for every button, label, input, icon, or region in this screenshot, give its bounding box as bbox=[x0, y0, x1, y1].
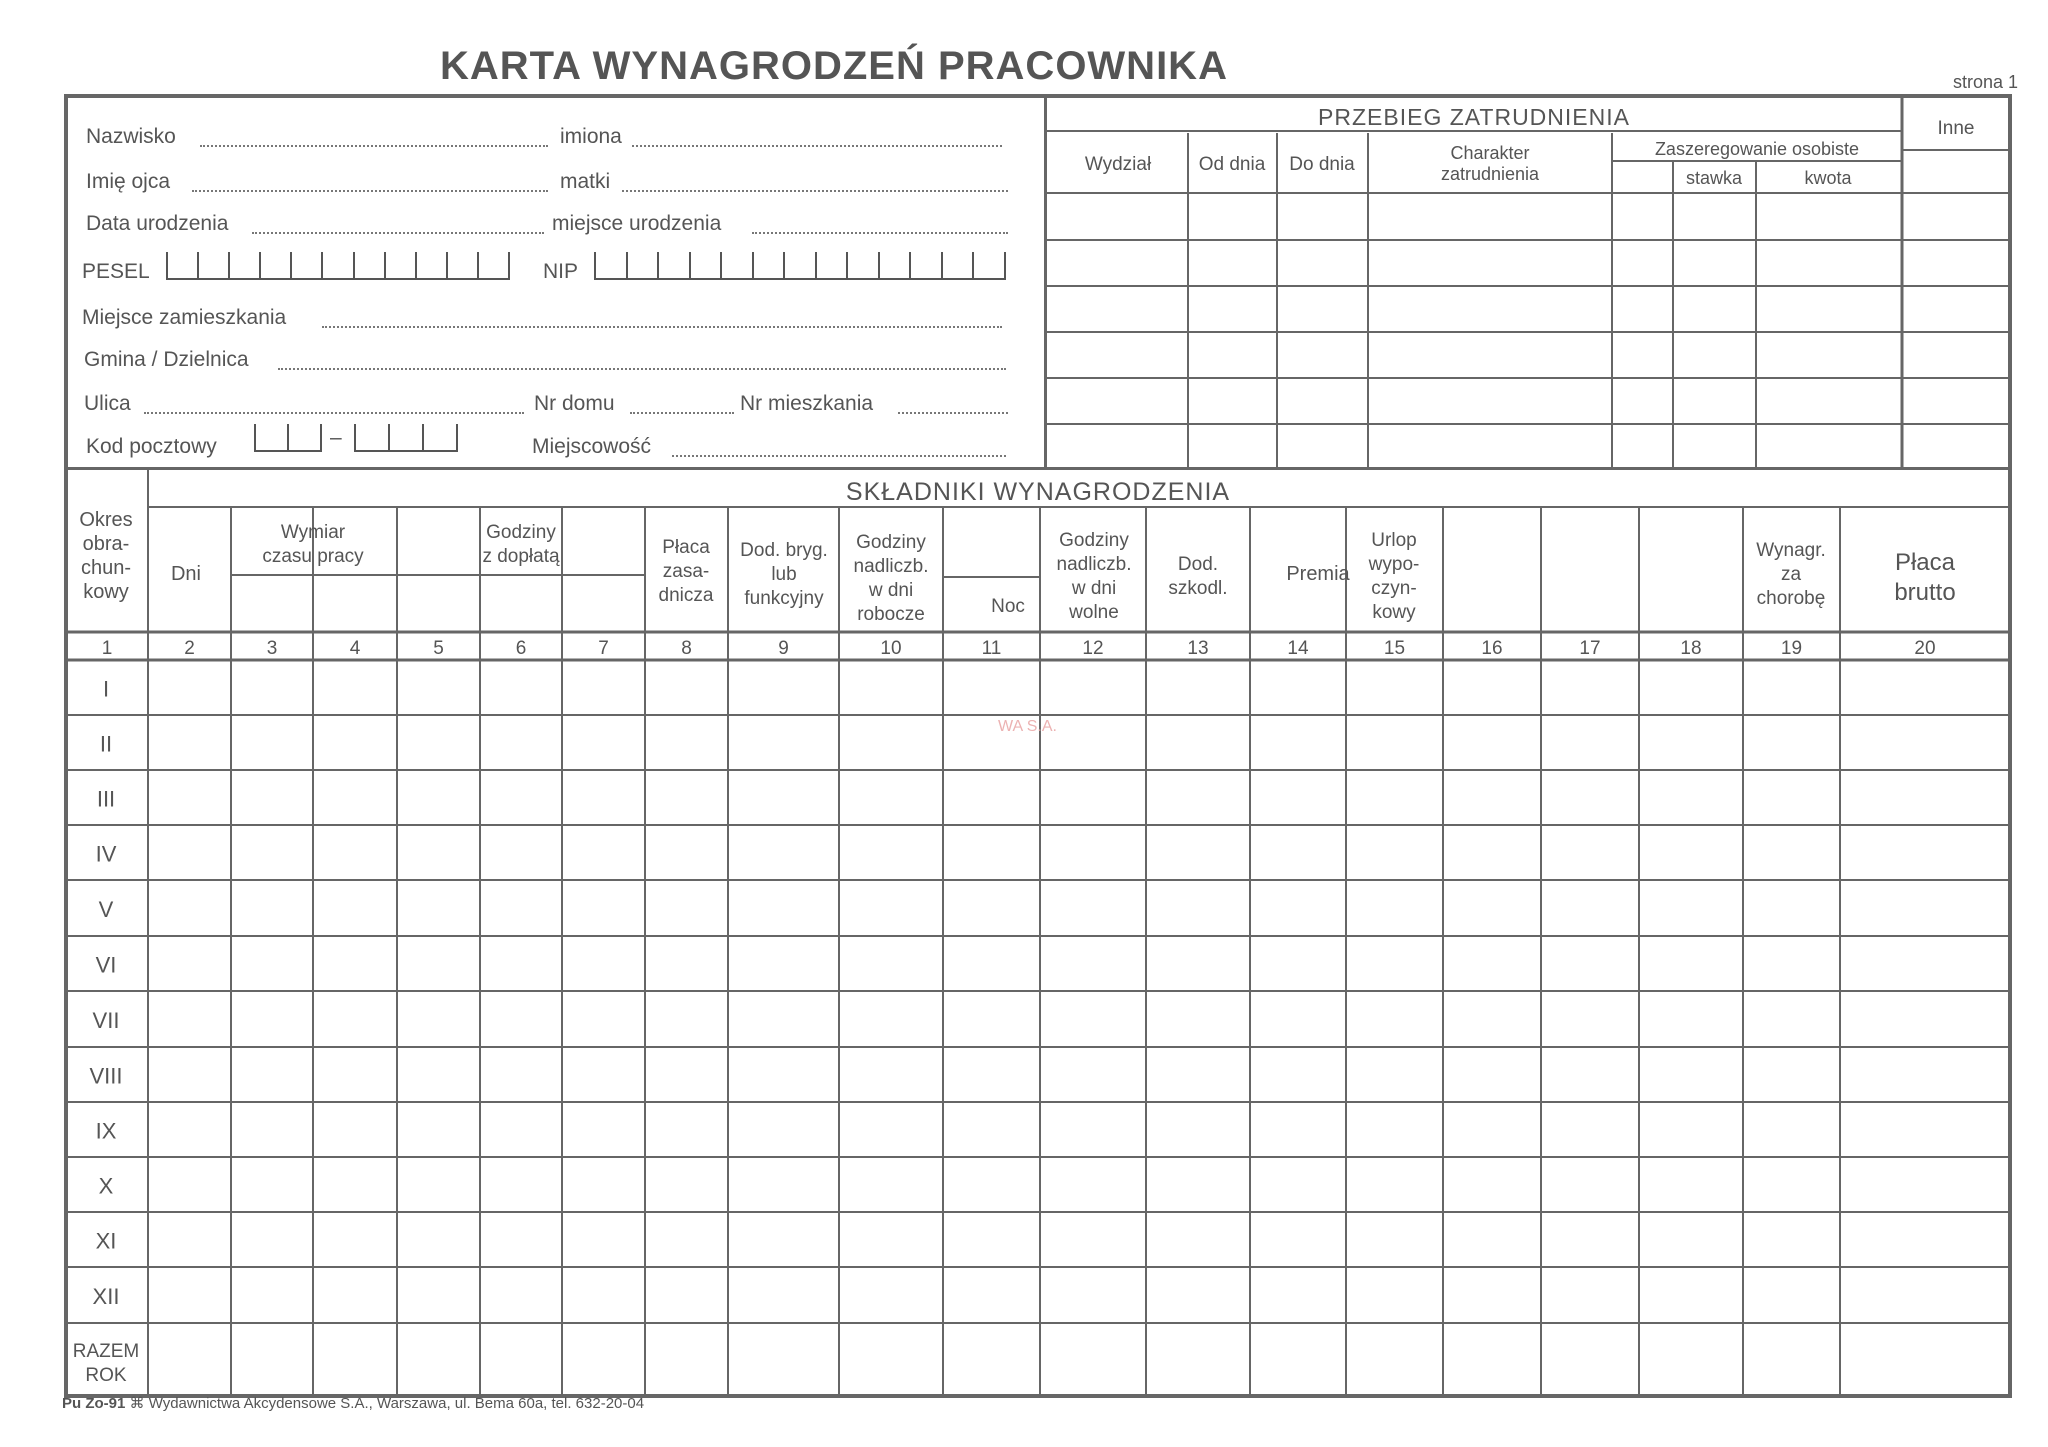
month-XII: XII bbox=[92, 1284, 120, 1309]
month-X: X bbox=[98, 1173, 114, 1199]
column-number-1: 1 bbox=[101, 638, 113, 659]
column-number-16: 16 bbox=[1481, 638, 1503, 659]
month-I: I bbox=[102, 676, 110, 702]
column-number-9: 9 bbox=[778, 638, 789, 659]
form-footer bbox=[62, 1394, 644, 1412]
col-okres-line-1: Okres bbox=[79, 509, 133, 531]
emp-col-zaszeregowanie: Zaszeregowanie osobiste bbox=[1654, 139, 1860, 159]
col-placa-zasadnicza-line-3: dnicza bbox=[658, 585, 714, 606]
column-number-17: 17 bbox=[1579, 638, 1601, 659]
emp-col-wydzial: Wydział bbox=[1084, 154, 1152, 175]
column-number-5: 5 bbox=[433, 638, 444, 659]
emp-col-stawka: stawka bbox=[1685, 168, 1743, 188]
page-number: strona 1 bbox=[1952, 72, 2018, 92]
col-wymiar-line-1: Wymiar bbox=[280, 522, 346, 543]
label-miejsce-zamieszkania: Miejsce zamieszkania bbox=[82, 306, 287, 329]
column-number-10: 10 bbox=[880, 638, 902, 659]
col-dod-bryg-line-3: funkcyjny bbox=[744, 588, 824, 609]
label-data-urodzenia: Data urodzenia bbox=[86, 212, 229, 235]
column-number-4: 4 bbox=[349, 638, 361, 659]
col-placa-zasadnicza-line-1: Płaca bbox=[662, 537, 710, 558]
label-kod-pocztowy: Kod pocztowy bbox=[86, 435, 217, 458]
col-okres-line-4: kowy bbox=[83, 581, 129, 603]
col-placa-zasadnicza-line-2: zasa- bbox=[662, 561, 710, 582]
col-godz-wolne-line-3: w dni bbox=[1071, 578, 1117, 599]
column-number-6: 6 bbox=[515, 638, 527, 659]
col-dod-bryg-line-2: lub bbox=[771, 564, 797, 585]
col-urlop-line-4: kowy bbox=[1372, 602, 1416, 623]
col-noc: Noc bbox=[991, 596, 1025, 617]
emp-col-kwota: kwota bbox=[1804, 168, 1852, 188]
label-nip: NIP bbox=[543, 260, 579, 283]
column-number-7: 7 bbox=[598, 638, 609, 659]
label-gmina: Gmina / Dzielnica bbox=[84, 348, 249, 371]
column-number-15: 15 bbox=[1383, 638, 1406, 659]
form-title: KARTA WYNAGRODZEŃ PRACOWNIKA bbox=[440, 44, 1228, 88]
col-urlop-line-1: Urlop bbox=[1371, 530, 1417, 551]
column-number-8: 8 bbox=[681, 638, 692, 659]
col-urlop-line-3: czyn- bbox=[1371, 578, 1417, 599]
col-dod-szkodl-line-2: szkodl. bbox=[1168, 578, 1228, 599]
label-nr-domu: Nr domu bbox=[534, 392, 615, 415]
month-XI: XI bbox=[95, 1228, 117, 1254]
col-godziny-doplata-line-1: Godziny bbox=[486, 522, 556, 543]
label-miejscowosc: Miejscowość bbox=[532, 435, 652, 458]
form-code: Pu Zo-91 bbox=[62, 1395, 126, 1412]
col-godz-robocze-line-1: Godziny bbox=[856, 532, 926, 553]
watermark: WA S.A. bbox=[998, 718, 1057, 735]
label-ulica: Ulica bbox=[84, 392, 131, 415]
razem-rok-line-1: RAZEM bbox=[72, 1341, 140, 1362]
postal-code-dash: – bbox=[330, 426, 342, 449]
emp-col-charakter-line2: zatrudnienia bbox=[1440, 164, 1540, 184]
label-miejsce-urodzenia: miejsce urodzenia bbox=[552, 212, 722, 235]
col-placa-brutto-line-2: brutto bbox=[1894, 579, 1956, 606]
col-godz-robocze-line-4: robocze bbox=[857, 604, 925, 625]
label-nazwisko: Nazwisko bbox=[86, 125, 176, 148]
col-urlop-line-2: wypo- bbox=[1368, 554, 1420, 575]
salary-title: SKŁADNIKI WYNAGRODZENIA bbox=[845, 478, 1231, 506]
publisher-info: Wydawnictwa Akcydensowe S.A., Warszawa, ul. Bema 60a, tel. 632-20-04 bbox=[148, 1395, 645, 1412]
col-godz-wolne-line-2: nadliczb. bbox=[1056, 554, 1132, 575]
col-dod-bryg-line-1: Dod. bryg. bbox=[740, 540, 828, 561]
column-number-13: 13 bbox=[1187, 638, 1209, 659]
col-wynagr-choroba-line-2: za bbox=[1780, 564, 1802, 585]
column-number-18: 18 bbox=[1680, 638, 1702, 659]
column-number-14: 14 bbox=[1287, 638, 1309, 659]
col-placa-brutto-line-1: Płaca bbox=[1894, 549, 1956, 576]
column-number-11: 11 bbox=[981, 638, 1002, 659]
month-VI: VI bbox=[95, 952, 117, 978]
column-number-2: 2 bbox=[184, 638, 195, 659]
razem-rok-line-2: ROK bbox=[85, 1365, 127, 1386]
month-VIII: VIII bbox=[89, 1063, 123, 1089]
column-number-3: 3 bbox=[266, 638, 278, 659]
col-godz-robocze-line-3: w dni bbox=[868, 580, 914, 601]
month-IX: IX bbox=[95, 1118, 117, 1144]
col-godz-robocze-line-2: nadliczb. bbox=[853, 556, 929, 577]
col-godziny-doplata-line-2: z dopłatą bbox=[482, 546, 560, 567]
emp-title: PRZEBIEG ZATRUDNIENIA bbox=[1318, 104, 1630, 130]
publisher-icon: ⌘ bbox=[129, 1395, 145, 1412]
col-okres-line-2: obra- bbox=[82, 533, 130, 555]
col-okres-line-3: chun- bbox=[80, 557, 132, 579]
col-premia: Premia bbox=[1286, 563, 1350, 585]
label-imie-ojca: Imię ojca bbox=[86, 170, 171, 193]
month-III: III bbox=[96, 786, 116, 812]
label-nr-mieszkania: Nr mieszkania bbox=[740, 392, 874, 415]
column-number-19: 19 bbox=[1780, 638, 1803, 659]
month-VII: VII bbox=[92, 1008, 120, 1033]
label-pesel: PESEL bbox=[82, 260, 150, 283]
col-wymiar-line-2: czasu pracy bbox=[262, 546, 364, 567]
label-matki: matki bbox=[560, 170, 611, 193]
emp-col-od-dnia: Od dnia bbox=[1198, 154, 1266, 175]
column-number-20: 20 bbox=[1914, 638, 1936, 659]
col-godz-wolne-line-1: Godziny bbox=[1059, 530, 1129, 551]
col-dni: Dni bbox=[170, 563, 202, 585]
emp-col-inne: Inne bbox=[1937, 118, 1975, 139]
col-godz-wolne-line-4: wolne bbox=[1069, 602, 1119, 623]
col-wynagr-choroba-line-1: Wynagr. bbox=[1756, 540, 1826, 561]
emp-col-charakter-line1: Charakter bbox=[1450, 143, 1530, 163]
column-number-12: 12 bbox=[1082, 638, 1104, 659]
col-wynagr-choroba-line-3: chorobę bbox=[1756, 588, 1826, 609]
month-V: V bbox=[98, 897, 114, 922]
label-imiona: imiona bbox=[560, 125, 622, 148]
col-dod-szkodl-line-1: Dod. bbox=[1177, 554, 1219, 575]
emp-col-do-dnia: Do dnia bbox=[1289, 154, 1355, 175]
month-II: II bbox=[99, 731, 113, 757]
month-IV: IV bbox=[95, 841, 117, 867]
